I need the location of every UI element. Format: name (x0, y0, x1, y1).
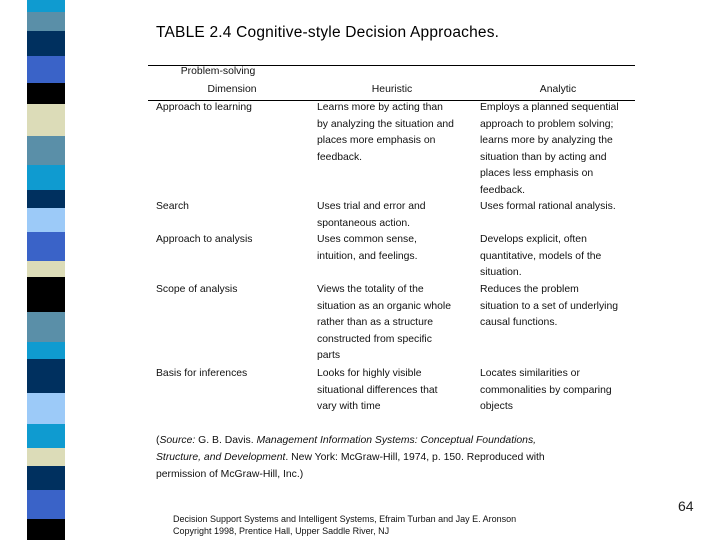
strip-band (27, 519, 65, 540)
footer-line2: Copyright 1998, Prentice Hall, Upper Saddle River, NJ (173, 526, 390, 536)
strip-band (27, 448, 65, 466)
page-number: 64 (678, 498, 694, 514)
cell-line: quantitative, models of the (480, 250, 602, 262)
decorative-color-strip (27, 0, 65, 540)
cell-analytic (480, 232, 601, 282)
cell-line: situational differences that (317, 384, 438, 396)
cell-dimension: Basis for inferences (156, 368, 248, 379)
cell-line: situation as an organic whole (317, 300, 452, 312)
cell-line: situation to a set of underlying (480, 300, 619, 312)
cell-line: feedback. (480, 184, 526, 196)
cell-line: Reduces the problem (480, 284, 579, 295)
strip-band (27, 12, 65, 31)
cell-heuristic (317, 232, 418, 265)
cell-line: constructed from specific (317, 333, 432, 345)
cell-line: situation than by acting and (480, 151, 607, 163)
cell-dimension: Search (156, 201, 189, 212)
cell-line: parts (317, 350, 341, 362)
cell-line: Looks for highly visible (317, 368, 422, 379)
cell-dimension: Scope of analysis (156, 284, 238, 295)
cell-line: objects (480, 401, 513, 413)
cell-line: places less emphasis on (480, 168, 594, 180)
strip-band (27, 466, 65, 490)
cell-analytic (480, 282, 618, 332)
cell-line: Develops explicit, often (480, 234, 587, 245)
footer-credit (173, 513, 516, 537)
header-dimension-line2: Dimension (207, 84, 257, 95)
cell-line: Locates similarities or (480, 368, 580, 379)
strip-band (27, 104, 65, 136)
strip-band (27, 56, 65, 83)
strip-band (27, 393, 65, 424)
footer-line1: Decision Support Systems and Intelligent Systems, Efraim Turban and Jay E. Aronson (173, 514, 517, 524)
strip-band (27, 0, 65, 12)
cell-line: Uses formal rational analysis. (480, 201, 616, 212)
strip-band (27, 277, 65, 312)
cell-line: intuition, and feelings. (317, 250, 418, 262)
cell-dimension: Approach to analysis (156, 234, 253, 245)
cell-heuristic (317, 199, 426, 232)
strip-band (27, 312, 65, 342)
cell-heuristic (317, 100, 454, 166)
cell-analytic (480, 199, 616, 216)
cell-line: spontaneous action. (317, 217, 411, 229)
cell-line: causal functions. (480, 317, 558, 329)
strip-band (27, 31, 65, 56)
cell-line: places more emphasis on (317, 135, 436, 147)
cell-analytic (480, 366, 612, 416)
cell-line: learns more by analyzing the (480, 135, 613, 147)
strip-band (27, 342, 65, 359)
strip-band (27, 165, 65, 190)
strip-band (27, 261, 65, 277)
cell-line: Views the totality of the (317, 284, 424, 295)
cell-line: vary with time (317, 401, 381, 413)
header-analytic: Analytic (539, 84, 577, 95)
cell-analytic (480, 100, 619, 200)
strip-band (27, 424, 65, 448)
strip-band (27, 232, 65, 261)
cell-line: Uses common sense, (317, 234, 417, 245)
cell-line: feedback. (317, 151, 363, 163)
source-citation: (Source: G. B. Davis. Management Information Systems: Conceptual Foundations, Structure, and Development. New York: McGraw-Hill, 1974, p. 150. Reproduced with permission of McGraw-Hill, Inc.) (156, 435, 545, 480)
cell-line: rather than as a structure (317, 317, 434, 329)
strip-band (27, 136, 65, 165)
slide-title: TABLE 2.4 Cognitive-style Decision Approaches. (156, 24, 500, 41)
cell-line: situation. (480, 267, 522, 279)
cell-line: approach to problem solving; (480, 118, 614, 130)
strip-band (27, 190, 65, 208)
strip-band (27, 83, 65, 104)
cell-line: commonalities by comparing (480, 384, 612, 396)
cell-heuristic (317, 366, 438, 416)
cell-heuristic (317, 282, 451, 365)
strip-band (27, 208, 65, 232)
header-dimension-line1: Problem-solving (180, 66, 256, 77)
cell-line: Uses trial and error and (317, 201, 426, 212)
header-heuristic: Heuristic (371, 84, 413, 95)
cell-line: by analyzing the situation and (317, 118, 454, 130)
cell-line: Employs a planned sequential (480, 102, 619, 113)
strip-band (27, 359, 65, 393)
strip-band (27, 490, 65, 519)
cell-dimension: Approach to learning (156, 102, 252, 113)
cell-line: Learns more by acting than (317, 102, 443, 113)
